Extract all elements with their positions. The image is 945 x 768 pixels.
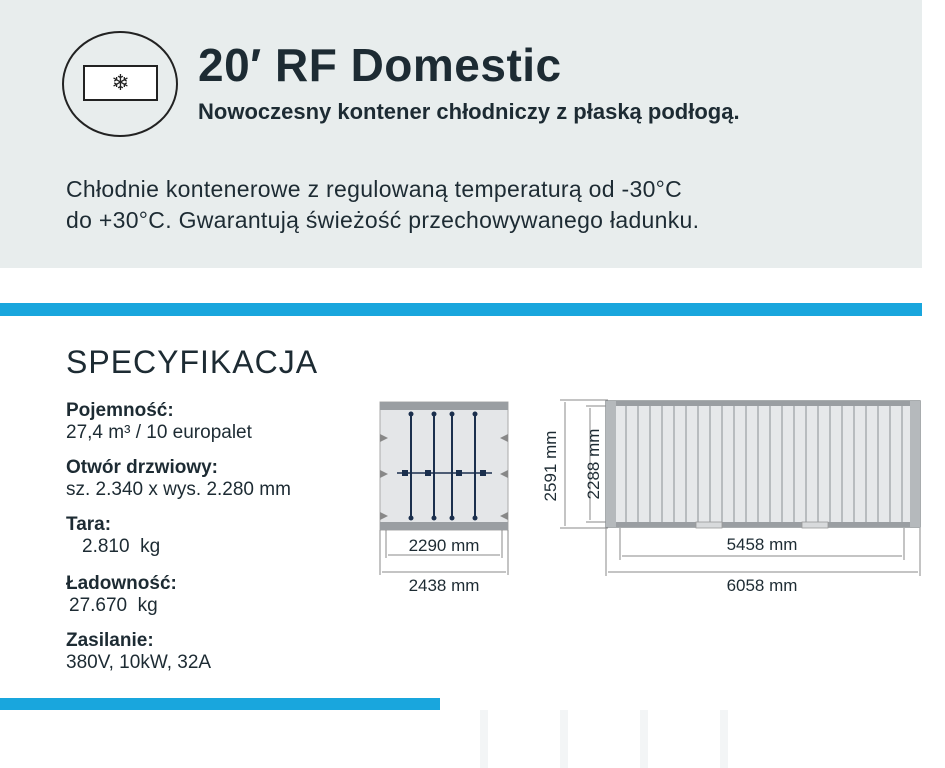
spec-payload — [66, 573, 177, 617]
snowflake-icon: ❄ — [111, 70, 130, 95]
accent-bar-bottom — [0, 698, 440, 710]
front-inner-width-label: 2290 mm — [408, 536, 480, 555]
spec-value: sz. 2.340 x wys. 2.280 mm — [66, 479, 291, 500]
display-box — [83, 65, 158, 101]
spec-capacity — [66, 400, 252, 444]
watermark-stripe — [560, 710, 568, 768]
side-view — [606, 401, 920, 595]
spec-value: 27,4 m³ / 10 europalet — [66, 422, 252, 443]
side-inner-length-label: 5458 mm — [726, 535, 798, 554]
spec-power — [66, 630, 211, 674]
spec-label: Tara: — [66, 514, 112, 535]
watermark-stripe — [720, 710, 728, 768]
spec-value: 2.810 kg — [82, 536, 161, 557]
spec-label: Pojemność: — [66, 400, 174, 421]
front-outer-width-label: 2438 mm — [408, 576, 480, 595]
description-line-1: Chłodnie kontenerowe z regulowaną temperaturą od -30°C — [66, 176, 683, 202]
outer-height-label: 2591 mm — [541, 430, 560, 502]
spec-heading: SPECYFIKACJA — [66, 344, 319, 380]
spec-door-opening — [66, 457, 291, 501]
spec-label: Zasilanie: — [66, 630, 154, 651]
height-dimensions — [541, 400, 608, 528]
refrigeration-badge — [62, 31, 178, 137]
description — [66, 174, 886, 236]
spec-value: 27.670 kg — [69, 595, 158, 616]
spec-label: Otwór drzwiowy: — [66, 457, 218, 478]
side-outer-length-label: 6058 mm — [726, 576, 798, 595]
inner-height-label: 2288 mm — [584, 428, 603, 500]
page-title: 20′ RF Domestic — [198, 39, 562, 91]
spec-value: 380V, 10kW, 32A — [66, 652, 212, 673]
accent-bar-top — [0, 303, 922, 316]
front-view — [380, 402, 508, 595]
page-subtitle: Nowoczesny kontener chłodniczy z płaską podłogą. — [198, 99, 740, 124]
spec-tare — [66, 514, 160, 558]
container-diagram — [370, 390, 930, 605]
spec-label: Ładowność: — [66, 573, 177, 594]
watermark-stripe — [480, 710, 488, 768]
watermark-stripe — [640, 710, 648, 768]
description-line-2: do +30°C. Gwarantują świeżość przechowywanego ładunku. — [66, 207, 700, 233]
